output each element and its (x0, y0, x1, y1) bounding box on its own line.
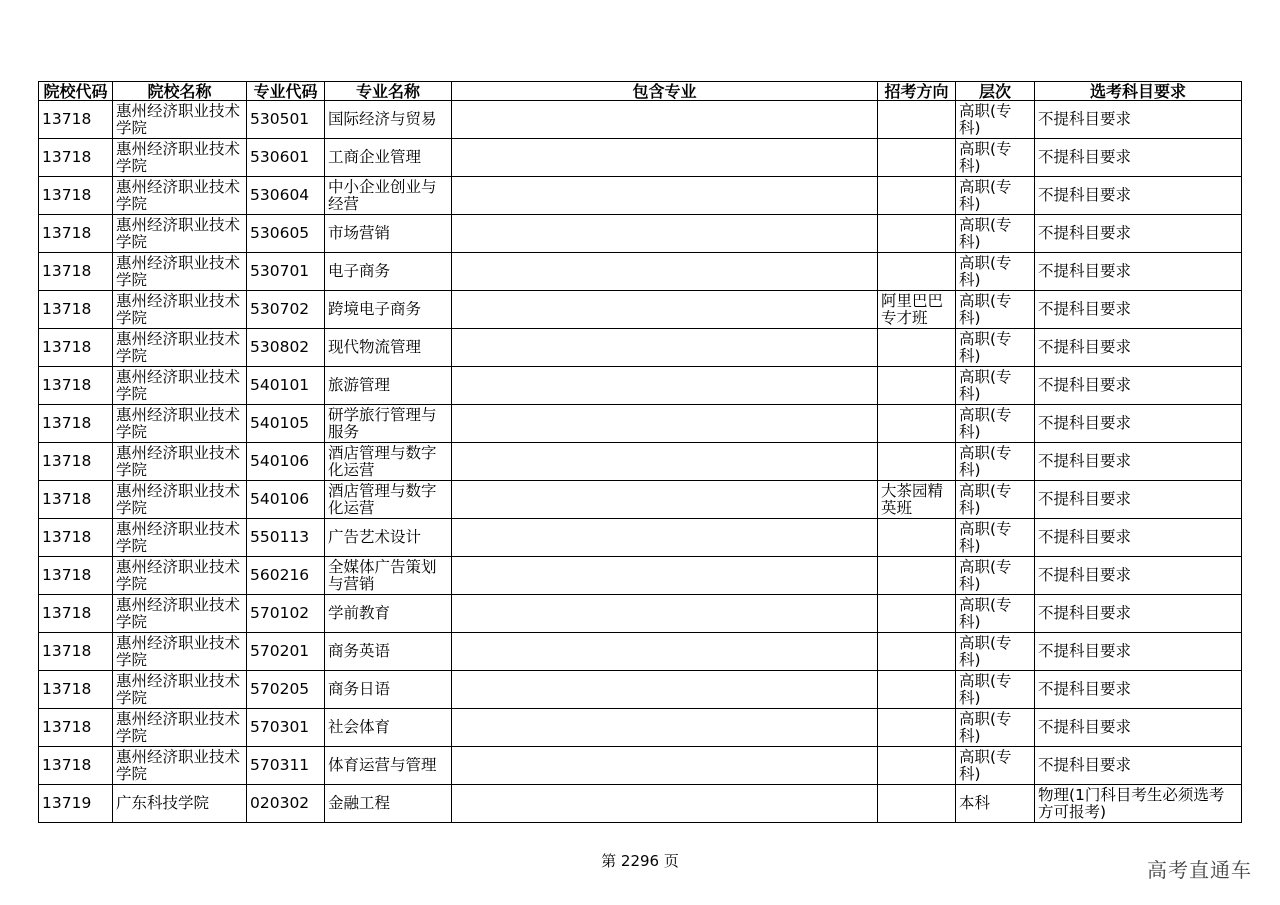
cell-included-majors (452, 253, 878, 291)
table-row (39, 215, 1242, 253)
cell-school-name: 惠州经济职业技术学院 (113, 367, 247, 405)
cell-major-code: 540101 (247, 367, 325, 405)
column-header-major-name: 专业名称 (325, 82, 452, 101)
cell-major-code: 540106 (247, 443, 325, 481)
cell-level: 高职(专科) (956, 139, 1035, 177)
cell-major-code: 560216 (247, 557, 325, 595)
table-row (39, 671, 1242, 709)
cell-subject-requirement: 不提科目要求 (1035, 291, 1242, 329)
table-row (39, 253, 1242, 291)
cell-subject-requirement: 不提科目要求 (1035, 747, 1242, 785)
cell-school-name: 惠州经济职业技术学院 (113, 329, 247, 367)
table-row (39, 177, 1242, 215)
cell-major-code: 570311 (247, 747, 325, 785)
cell-direction (878, 215, 956, 253)
page-number: 第 2296 页 (601, 852, 679, 870)
cell-included-majors (452, 633, 878, 671)
cell-school-code: 13718 (39, 367, 113, 405)
cell-school-code: 13718 (39, 481, 113, 519)
cell-school-name: 惠州经济职业技术学院 (113, 481, 247, 519)
table-row (39, 747, 1242, 785)
cell-subject-requirement: 不提科目要求 (1035, 405, 1242, 443)
cell-major-code: 570201 (247, 633, 325, 671)
cell-major-name: 商务英语 (325, 633, 452, 671)
cell-major-name: 国际经济与贸易 (325, 101, 452, 139)
cell-direction (878, 595, 956, 633)
cell-major-code: 530601 (247, 139, 325, 177)
cell-level: 高职(专科) (956, 481, 1035, 519)
cell-included-majors (452, 481, 878, 519)
cell-school-name: 广东科技学院 (113, 785, 247, 823)
cell-major-name: 中小企业创业与经营 (325, 177, 452, 215)
cell-school-name: 惠州经济职业技术学院 (113, 443, 247, 481)
cell-subject-requirement: 不提科目要求 (1035, 671, 1242, 709)
cell-level: 高职(专科) (956, 709, 1035, 747)
cell-direction (878, 139, 956, 177)
cell-included-majors (452, 367, 878, 405)
cell-school-code: 13718 (39, 671, 113, 709)
cell-major-name: 酒店管理与数字化运营 (325, 443, 452, 481)
cell-included-majors (452, 747, 878, 785)
cell-major-code: 540105 (247, 405, 325, 443)
cell-school-name: 惠州经济职业技术学院 (113, 405, 247, 443)
cell-included-majors (452, 291, 878, 329)
cell-school-code: 13719 (39, 785, 113, 823)
cell-subject-requirement: 不提科目要求 (1035, 329, 1242, 367)
cell-school-name: 惠州经济职业技术学院 (113, 139, 247, 177)
cell-direction: 大茶园精英班 (878, 481, 956, 519)
cell-school-code: 13718 (39, 443, 113, 481)
cell-direction (878, 367, 956, 405)
cell-major-code: 530701 (247, 253, 325, 291)
cell-school-name: 惠州经济职业技术学院 (113, 747, 247, 785)
cell-direction (878, 633, 956, 671)
table-row (39, 519, 1242, 557)
cell-major-code: 540106 (247, 481, 325, 519)
cell-major-name: 全媒体广告策划与营销 (325, 557, 452, 595)
cell-school-code: 13718 (39, 101, 113, 139)
cell-school-name: 惠州经济职业技术学院 (113, 519, 247, 557)
cell-subject-requirement: 不提科目要求 (1035, 595, 1242, 633)
cell-included-majors (452, 139, 878, 177)
cell-major-code: 550113 (247, 519, 325, 557)
cell-major-name: 现代物流管理 (325, 329, 452, 367)
cell-included-majors (452, 519, 878, 557)
cell-school-code: 13718 (39, 557, 113, 595)
cell-major-code: 570205 (247, 671, 325, 709)
table-row (39, 329, 1242, 367)
cell-level: 高职(专科) (956, 519, 1035, 557)
cell-direction (878, 253, 956, 291)
cell-subject-requirement: 不提科目要求 (1035, 443, 1242, 481)
cell-level: 高职(专科) (956, 557, 1035, 595)
cell-direction (878, 709, 956, 747)
cell-subject-requirement: 不提科目要求 (1035, 557, 1242, 595)
cell-included-majors (452, 557, 878, 595)
cell-level: 高职(专科) (956, 671, 1035, 709)
cell-school-code: 13718 (39, 595, 113, 633)
admission-table (38, 81, 1242, 823)
cell-major-code: 530702 (247, 291, 325, 329)
header-row (39, 82, 1242, 101)
cell-school-code: 13718 (39, 253, 113, 291)
table-body (39, 101, 1242, 823)
cell-direction (878, 329, 956, 367)
cell-subject-requirement: 不提科目要求 (1035, 139, 1242, 177)
table-row (39, 633, 1242, 671)
cell-major-code: 530604 (247, 177, 325, 215)
cell-school-code: 13718 (39, 291, 113, 329)
table-row (39, 785, 1242, 823)
cell-major-name: 体育运营与管理 (325, 747, 452, 785)
cell-school-name: 惠州经济职业技术学院 (113, 709, 247, 747)
cell-level: 高职(专科) (956, 329, 1035, 367)
cell-level: 高职(专科) (956, 443, 1035, 481)
cell-school-code: 13718 (39, 519, 113, 557)
cell-subject-requirement: 不提科目要求 (1035, 177, 1242, 215)
column-header-level: 层次 (956, 82, 1035, 101)
cell-major-name: 市场营销 (325, 215, 452, 253)
table-row (39, 139, 1242, 177)
cell-included-majors (452, 177, 878, 215)
cell-subject-requirement: 不提科目要求 (1035, 633, 1242, 671)
cell-major-name: 学前教育 (325, 595, 452, 633)
cell-direction (878, 747, 956, 785)
cell-included-majors (452, 709, 878, 747)
cell-school-name: 惠州经济职业技术学院 (113, 291, 247, 329)
cell-major-name: 工商企业管理 (325, 139, 452, 177)
cell-major-code: 570301 (247, 709, 325, 747)
cell-direction (878, 671, 956, 709)
cell-school-name: 惠州经济职业技术学院 (113, 595, 247, 633)
table-row (39, 709, 1242, 747)
cell-major-name: 旅游管理 (325, 367, 452, 405)
cell-school-code: 13718 (39, 633, 113, 671)
cell-subject-requirement: 不提科目要求 (1035, 481, 1242, 519)
cell-level: 高职(专科) (956, 595, 1035, 633)
cell-level: 高职(专科) (956, 367, 1035, 405)
cell-subject-requirement: 不提科目要求 (1035, 215, 1242, 253)
cell-major-name: 酒店管理与数字化运营 (325, 481, 452, 519)
cell-school-code: 13718 (39, 329, 113, 367)
cell-included-majors (452, 101, 878, 139)
cell-major-code: 530605 (247, 215, 325, 253)
watermark-text: 高考直通车 (1147, 858, 1252, 882)
table-row (39, 367, 1242, 405)
cell-school-name: 惠州经济职业技术学院 (113, 671, 247, 709)
cell-included-majors (452, 443, 878, 481)
cell-subject-requirement: 不提科目要求 (1035, 101, 1242, 139)
cell-included-majors (452, 671, 878, 709)
column-header-major-code: 专业代码 (247, 82, 325, 101)
cell-direction (878, 557, 956, 595)
cell-major-code: 020302 (247, 785, 325, 823)
cell-school-name: 惠州经济职业技术学院 (113, 215, 247, 253)
column-header-direction: 招考方向 (878, 82, 956, 101)
table-row (39, 443, 1242, 481)
cell-subject-requirement: 不提科目要求 (1035, 367, 1242, 405)
cell-level: 高职(专科) (956, 215, 1035, 253)
cell-school-code: 13718 (39, 139, 113, 177)
cell-level: 高职(专科) (956, 405, 1035, 443)
table-row (39, 291, 1242, 329)
cell-school-code: 13718 (39, 747, 113, 785)
table-row (39, 557, 1242, 595)
table-row (39, 101, 1242, 139)
cell-level: 高职(专科) (956, 633, 1035, 671)
cell-included-majors (452, 405, 878, 443)
cell-direction: 阿里巴巴专才班 (878, 291, 956, 329)
cell-level: 高职(专科) (956, 747, 1035, 785)
cell-direction (878, 101, 956, 139)
cell-school-code: 13718 (39, 215, 113, 253)
cell-direction (878, 519, 956, 557)
cell-major-name: 研学旅行管理与服务 (325, 405, 452, 443)
cell-school-code: 13718 (39, 405, 113, 443)
cell-subject-requirement: 不提科目要求 (1035, 253, 1242, 291)
cell-school-code: 13718 (39, 709, 113, 747)
cell-level: 高职(专科) (956, 101, 1035, 139)
cell-level: 本科 (956, 785, 1035, 823)
cell-major-code: 530802 (247, 329, 325, 367)
cell-level: 高职(专科) (956, 177, 1035, 215)
cell-direction (878, 785, 956, 823)
column-header-included-majors: 包含专业 (452, 82, 878, 101)
cell-included-majors (452, 595, 878, 633)
cell-major-name: 金融工程 (325, 785, 452, 823)
cell-school-name: 惠州经济职业技术学院 (113, 177, 247, 215)
cell-major-name: 社会体育 (325, 709, 452, 747)
table-row (39, 405, 1242, 443)
cell-major-code: 530501 (247, 101, 325, 139)
cell-school-name: 惠州经济职业技术学院 (113, 253, 247, 291)
cell-school-name: 惠州经济职业技术学院 (113, 101, 247, 139)
column-header-subject-requirement: 选考科目要求 (1035, 82, 1242, 101)
cell-major-name: 电子商务 (325, 253, 452, 291)
cell-included-majors (452, 215, 878, 253)
cell-subject-requirement: 不提科目要求 (1035, 519, 1242, 557)
cell-direction (878, 177, 956, 215)
table-row (39, 595, 1242, 633)
cell-school-code: 13718 (39, 177, 113, 215)
column-header-school-code: 院校代码 (39, 82, 113, 101)
cell-major-code: 570102 (247, 595, 325, 633)
cell-major-name: 跨境电子商务 (325, 291, 452, 329)
cell-level: 高职(专科) (956, 291, 1035, 329)
column-header-school-name: 院校名称 (113, 82, 247, 101)
cell-major-name: 商务日语 (325, 671, 452, 709)
cell-level: 高职(专科) (956, 253, 1035, 291)
cell-included-majors (452, 329, 878, 367)
cell-school-name: 惠州经济职业技术学院 (113, 633, 247, 671)
cell-subject-requirement: 物理(1门科目考生必须选考方可报考) (1035, 785, 1242, 823)
cell-direction (878, 405, 956, 443)
cell-school-name: 惠州经济职业技术学院 (113, 557, 247, 595)
cell-included-majors (452, 785, 878, 823)
table-row (39, 481, 1242, 519)
cell-direction (878, 443, 956, 481)
cell-subject-requirement: 不提科目要求 (1035, 709, 1242, 747)
cell-major-name: 广告艺术设计 (325, 519, 452, 557)
